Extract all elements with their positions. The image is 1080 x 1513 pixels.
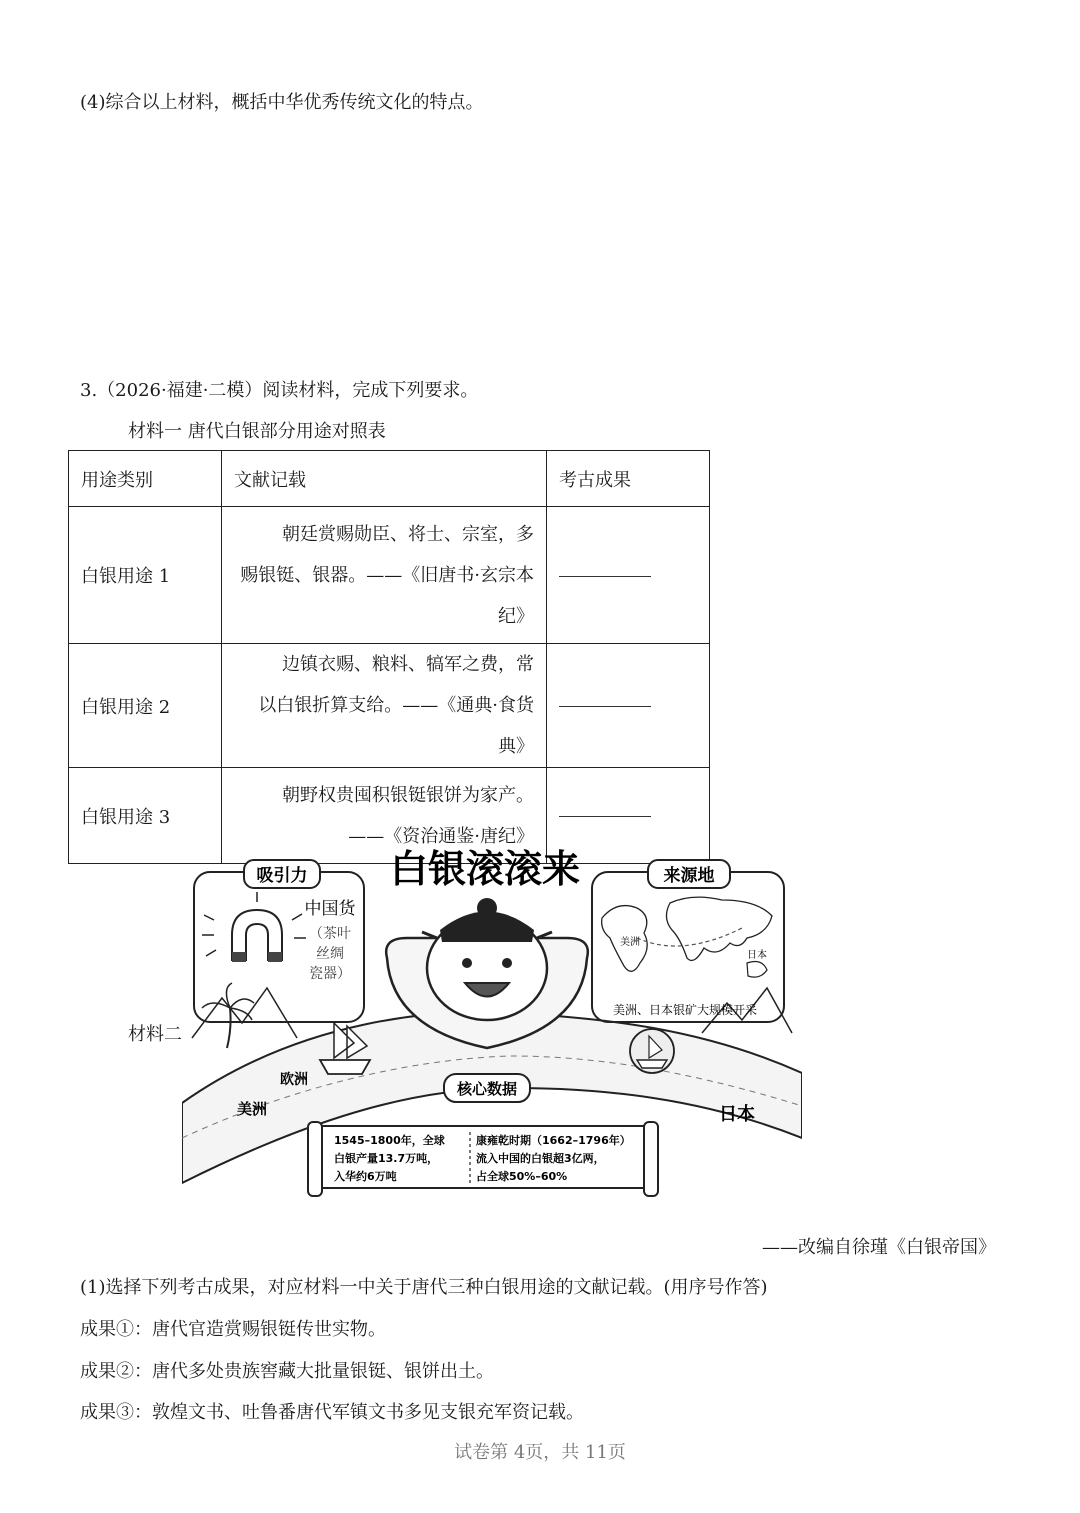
route-label-europe: 欧洲 [280,1072,308,1088]
row-document [222,644,547,768]
doc-line: 边镇衣赐、粮料、犒军之费，常 [282,654,534,675]
material-2-label: 材料二 [128,1024,182,1045]
magnet-icon [202,892,306,962]
row-category: 白银用途 3 [69,768,222,864]
scroll-text: 白银产量13.7万吨， [334,1152,439,1165]
page-footer: 试卷第 4页，共 11页 [454,1442,626,1463]
header-category: 用途类别 [69,451,222,507]
doc-line: 赐银铤、银器。——《旧唐书·玄宗本 [240,564,534,586]
header-document: 文献记载 [222,451,547,507]
answer-blank-2[interactable] [547,644,710,768]
question-4-prompt: (4)综合以上材料，概括中华优秀传统文化的特点。 [80,92,484,113]
silver-flow-illustration [182,838,802,1210]
goods-item: 瓷器） [309,966,351,982]
result-2: 成果②：唐代多处贵族窖藏大批量银铤、银饼出土。 [80,1361,494,1382]
scroll-text: 占全球50%–60% [476,1170,568,1183]
scroll-text: 1545–1800年，全球 [334,1134,445,1147]
material-1-title: 材料一 唐代白银部分用途对照表 [128,421,386,442]
scroll-text: 康雍乾时期（1662–1796年） [476,1134,631,1147]
attraction-label: 吸引力 [256,866,308,886]
table-header-row [69,451,710,507]
map-label-japan: 日本 [747,950,767,961]
question-3-heading: 3.（2026·福建·二模）阅读材料，完成下列要求。 [80,380,479,401]
sub-question-1: (1)选择下列考古成果，对应材料一中关于唐代三种白银用途的文献记载。(用序号作答) [80,1277,768,1298]
table-row [69,644,710,768]
goods-title: 中国货 [304,899,356,919]
source-label: 来源地 [663,866,715,886]
doc-line: 以白银折算支给。——《通典·食货典》 [258,695,534,757]
row-category: 白银用途 2 [69,644,222,768]
doc-line: 朝野权贵囤积银铤银饼为家产。 [282,784,534,806]
route-label-japan: 日本 [719,1104,755,1125]
sailing-ship-icon [630,1029,674,1073]
scroll-text: 流入中国的白银超3亿两， [476,1152,605,1165]
route-label-america: 美洲 [236,1100,268,1118]
doc-line: ——《资治通鉴·唐纪》 [348,825,534,847]
illustration-title: 白银滚滚来 [389,847,581,891]
source-citation: ——改编自徐瑾《白银帝国》 [762,1237,996,1258]
goods-item: （茶叶 [309,926,351,942]
map-label-america: 美洲 [620,937,640,948]
answer-blank-1[interactable] [547,507,710,644]
result-3: 成果③：敦煌文书、吐鲁番唐代军镇文书多见支银充军资记载。 [80,1402,584,1423]
row-category: 白银用途 1 [69,507,222,644]
silver-usage-table [68,450,710,864]
goods-item: 丝绸 [316,946,344,962]
core-data-label: 核心数据 [456,1080,518,1098]
doc-line: 纪》 [498,605,534,627]
header-archaeology: 考古成果 [547,451,710,507]
result-1: 成果①：唐代官造赏赐银铤传世实物。 [80,1319,386,1340]
scroll-text: 入华约6万吨 [334,1170,397,1183]
table-row [69,507,710,644]
row-document [222,507,547,644]
map-caption: 美洲、日本银矿大规模开采 [612,1003,758,1017]
doc-line: 朝廷赏赐勋臣、将士、宗室，多 [282,523,534,545]
